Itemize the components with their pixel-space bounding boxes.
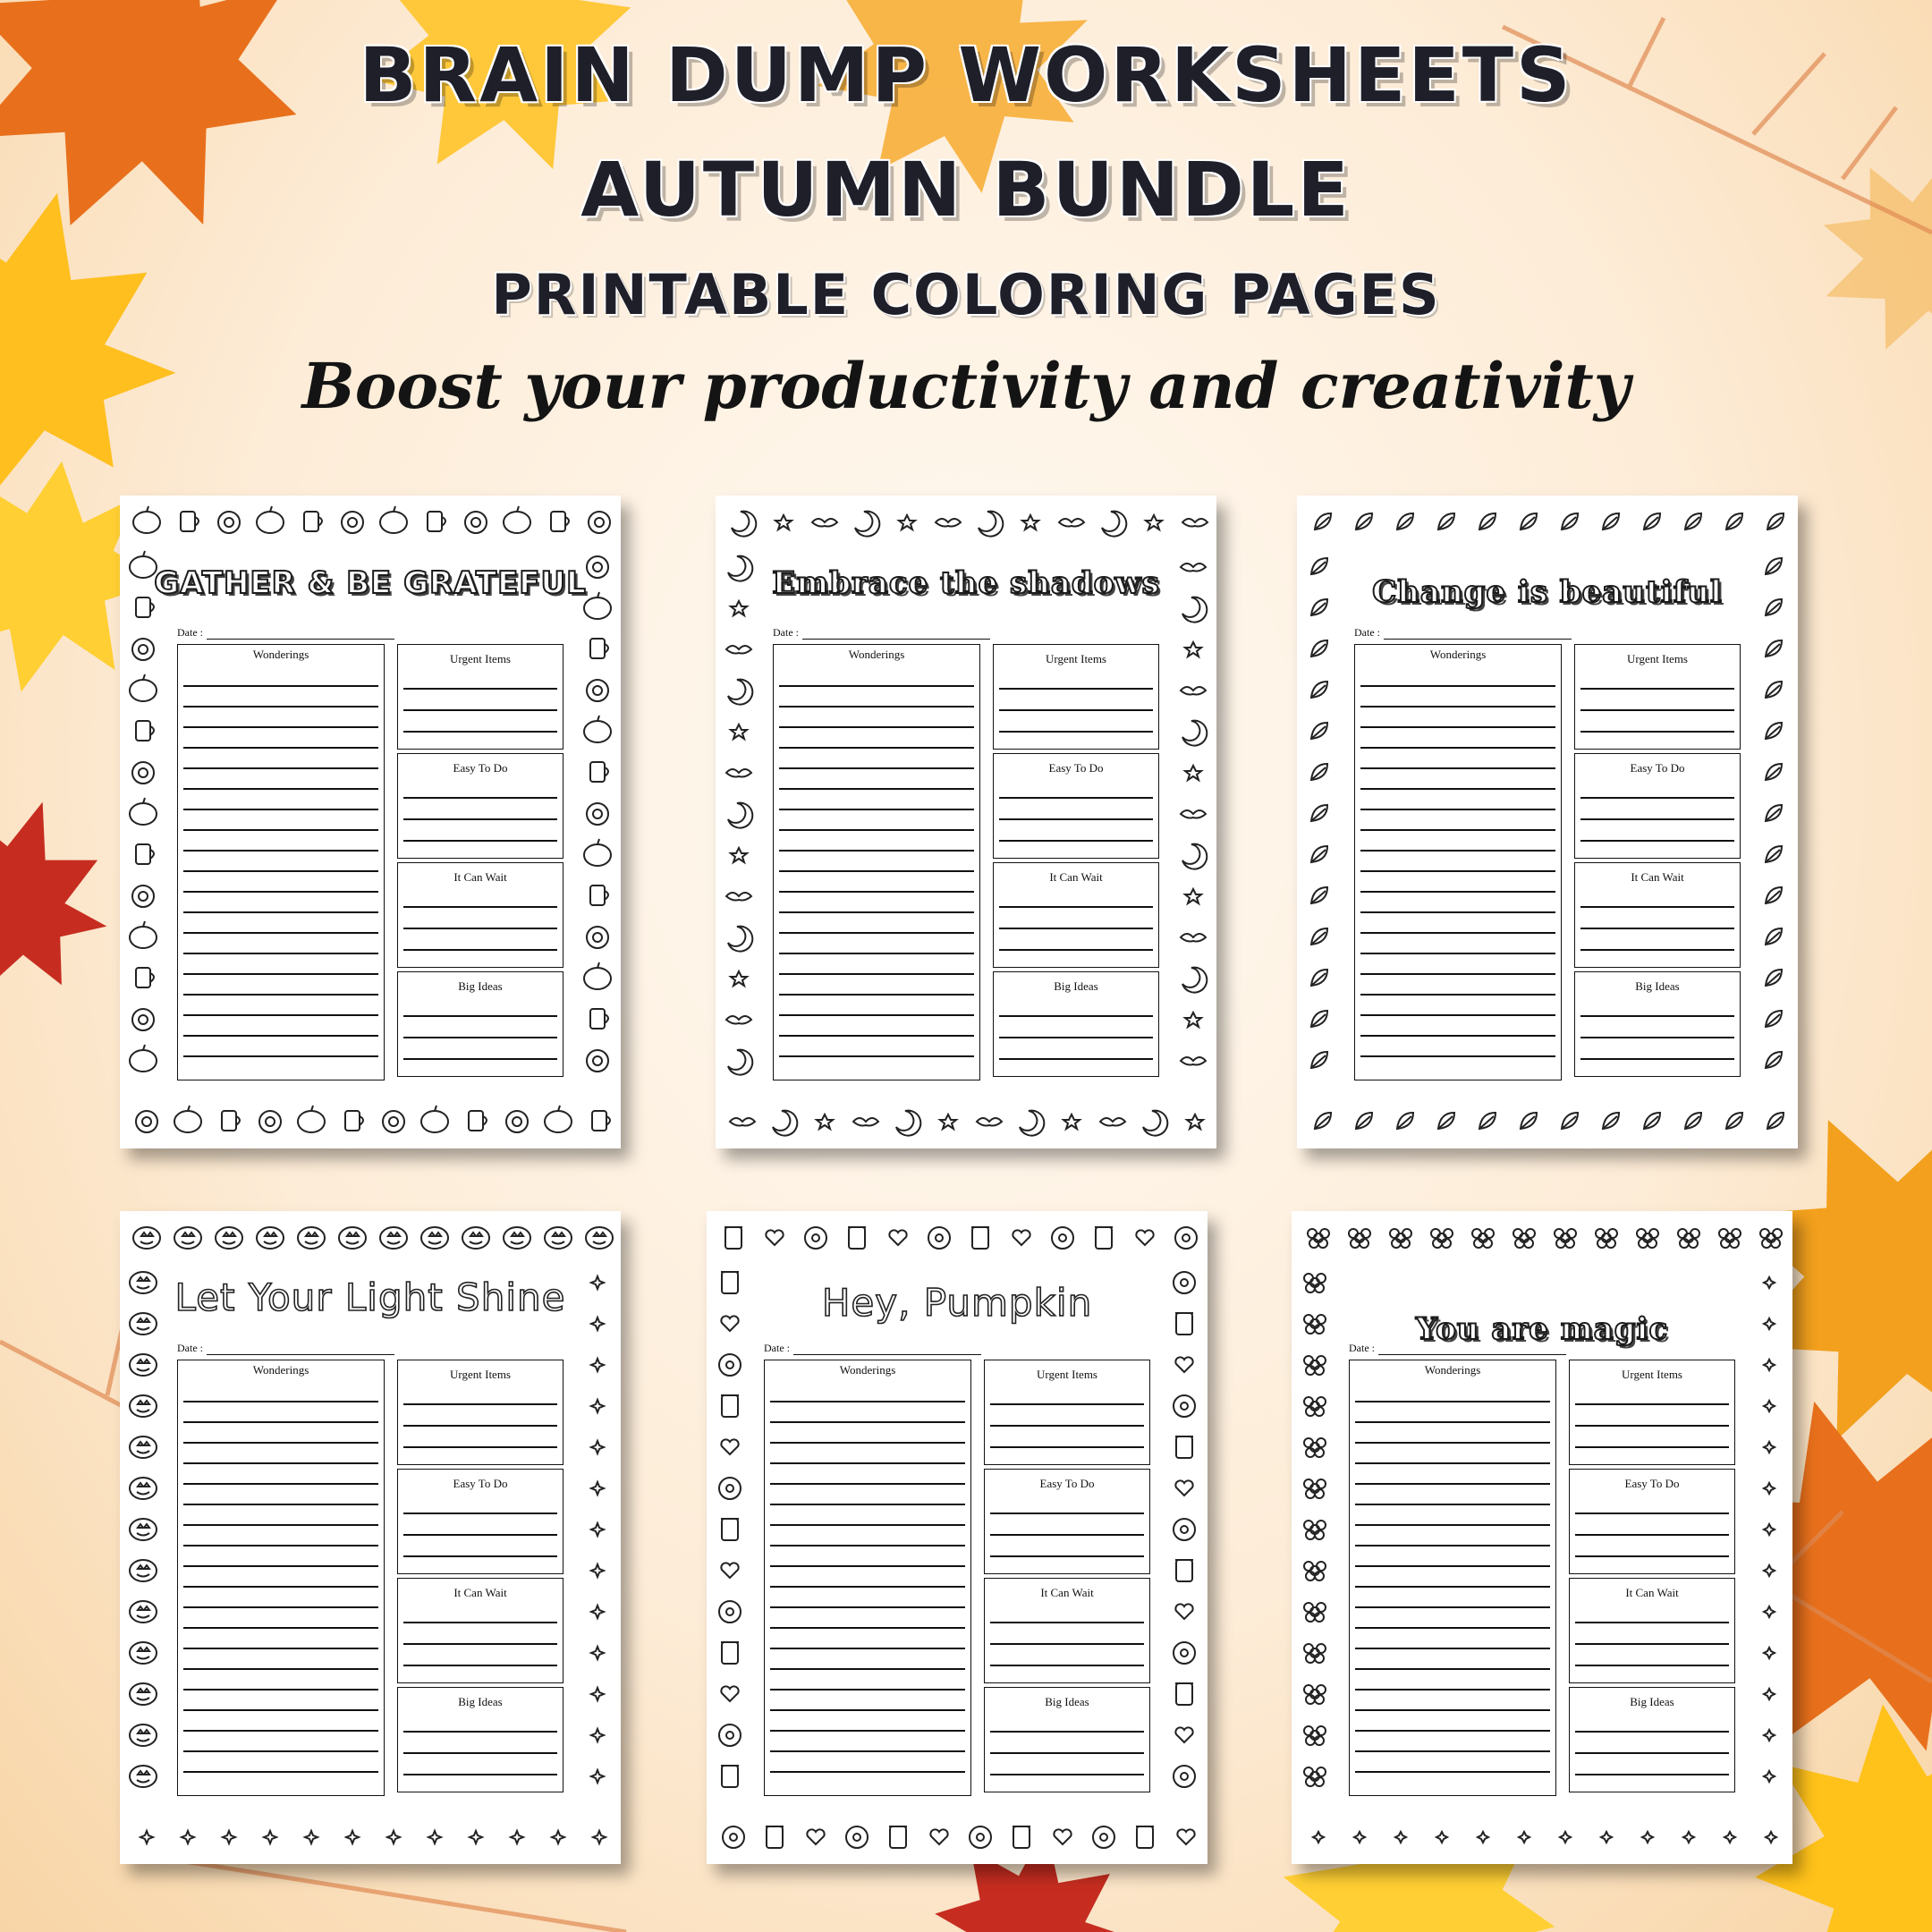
date-line xyxy=(1384,639,1572,640)
box-label: Urgent Items xyxy=(1627,652,1688,665)
urgent-items-box xyxy=(993,644,1159,750)
box-label: Easy To Do xyxy=(453,761,508,775)
header xyxy=(0,18,1932,431)
urgent-items-box xyxy=(397,1360,564,1465)
it-can-wait-box xyxy=(397,1578,564,1683)
box-label: It Can Wait xyxy=(1625,1586,1679,1599)
writing-lines xyxy=(1355,1382,1550,1783)
writing-lines xyxy=(403,668,557,745)
writing-lines xyxy=(990,1711,1144,1788)
writing-lines xyxy=(770,1382,965,1783)
date-field xyxy=(177,1342,394,1355)
wonderings-box xyxy=(764,1360,971,1796)
date-line xyxy=(1378,1354,1566,1355)
box-label: Big Ideas xyxy=(1054,979,1098,993)
easy-to-do-box xyxy=(1569,1469,1735,1574)
writing-lines xyxy=(1580,886,1734,963)
worksheet-page xyxy=(120,1211,621,1864)
big-ideas-box xyxy=(397,1687,564,1792)
box-label: Easy To Do xyxy=(453,1477,508,1490)
worksheet-title: Embrace the shadows xyxy=(772,565,1160,601)
box-label: Big Ideas xyxy=(1630,1695,1674,1708)
writing-lines xyxy=(999,777,1153,854)
box-label: It Can Wait xyxy=(1631,870,1684,884)
writing-lines xyxy=(1580,996,1734,1072)
easy-to-do-box xyxy=(1574,753,1741,859)
urgent-items-box xyxy=(984,1360,1150,1465)
box-label: Easy To Do xyxy=(1630,761,1685,775)
date-label: Date : xyxy=(764,1342,790,1354)
big-ideas-box xyxy=(984,1687,1150,1792)
box-label: Urgent Items xyxy=(1046,652,1106,665)
wonderings-label: Wonderings xyxy=(848,648,905,661)
headline-line-1: BRAIN DUMP WORKSHEETS xyxy=(359,31,1573,119)
date-label: Date : xyxy=(1349,1342,1375,1354)
box-label: Big Ideas xyxy=(1635,979,1680,993)
writing-lines xyxy=(403,1711,557,1788)
writing-lines xyxy=(403,996,557,1072)
wonderings-label: Wonderings xyxy=(252,1363,309,1377)
easy-to-do-box xyxy=(397,753,564,859)
date-label: Date : xyxy=(773,626,799,639)
wonderings-box xyxy=(177,1360,385,1796)
box-label: Big Ideas xyxy=(1045,1695,1089,1708)
writing-lines xyxy=(183,666,378,1067)
wonderings-box xyxy=(177,644,385,1080)
date-line xyxy=(207,639,394,640)
big-ideas-box xyxy=(993,971,1159,1077)
writing-lines xyxy=(403,1493,557,1570)
writing-lines xyxy=(1575,1384,1729,1461)
writing-lines xyxy=(999,886,1153,963)
writing-lines xyxy=(1580,668,1734,745)
it-can-wait-box xyxy=(993,862,1159,968)
worksheet-title: You are magic xyxy=(1415,1311,1669,1347)
easy-to-do-box xyxy=(397,1469,564,1574)
date-field xyxy=(177,626,394,640)
easy-to-do-box xyxy=(984,1469,1150,1574)
wonderings-box xyxy=(1349,1360,1556,1796)
it-can-wait-box xyxy=(1574,862,1741,968)
box-label: Urgent Items xyxy=(450,1368,511,1381)
box-label: It Can Wait xyxy=(1049,870,1103,884)
tagline: Boost your productivity and creativity xyxy=(301,349,1631,423)
worksheet-page xyxy=(120,496,621,1148)
box-label: It Can Wait xyxy=(453,870,507,884)
box-label: Easy To Do xyxy=(1039,1477,1095,1490)
writing-lines xyxy=(779,666,974,1067)
box-label: It Can Wait xyxy=(453,1586,507,1599)
writing-lines xyxy=(1360,666,1555,1067)
box-label: Urgent Items xyxy=(1037,1368,1097,1381)
urgent-items-box xyxy=(1569,1360,1735,1465)
worksheet-title: GATHER & BE GRATEFUL xyxy=(154,565,587,601)
writing-lines xyxy=(990,1602,1144,1679)
box-label: Urgent Items xyxy=(1622,1368,1682,1381)
date-label: Date : xyxy=(177,626,203,639)
wonderings-label: Wonderings xyxy=(1424,1363,1481,1377)
it-can-wait-box xyxy=(984,1578,1150,1683)
writing-lines xyxy=(1575,1493,1729,1570)
date-field xyxy=(773,626,990,640)
box-label: Easy To Do xyxy=(1624,1477,1680,1490)
writing-lines xyxy=(999,996,1153,1072)
box-label: Big Ideas xyxy=(458,979,503,993)
date-label: Date : xyxy=(1354,626,1380,639)
it-can-wait-box xyxy=(1569,1578,1735,1683)
wonderings-label: Wonderings xyxy=(1429,648,1487,661)
worksheet-page xyxy=(1292,1211,1792,1864)
date-line xyxy=(793,1354,981,1355)
wonderings-box xyxy=(1354,644,1562,1080)
writing-lines xyxy=(403,1602,557,1679)
big-ideas-box xyxy=(1574,971,1741,1077)
big-ideas-box xyxy=(397,971,564,1077)
date-field xyxy=(1349,1342,1566,1355)
box-label: Easy To Do xyxy=(1048,761,1104,775)
box-label: It Can Wait xyxy=(1040,1586,1094,1599)
headline-subtitle: PRINTABLE COLORING PAGES xyxy=(491,262,1441,327)
date-field xyxy=(764,1342,981,1355)
wonderings-box xyxy=(773,644,980,1080)
date-label: Date : xyxy=(177,1342,203,1354)
box-label: Urgent Items xyxy=(450,652,511,665)
writing-lines xyxy=(1575,1602,1729,1679)
date-line xyxy=(207,1354,394,1355)
urgent-items-box xyxy=(397,644,564,750)
wonderings-label: Wonderings xyxy=(839,1363,896,1377)
big-ideas-box xyxy=(1569,1687,1735,1792)
urgent-items-box xyxy=(1574,644,1741,750)
date-field xyxy=(1354,626,1572,640)
box-label: Big Ideas xyxy=(458,1695,503,1708)
worksheet-page xyxy=(1297,496,1798,1148)
wonderings-label: Wonderings xyxy=(252,648,309,661)
it-can-wait-box xyxy=(397,862,564,968)
writing-lines xyxy=(183,1382,378,1783)
worksheet-page xyxy=(707,1211,1208,1864)
writing-lines xyxy=(403,777,557,854)
writing-lines xyxy=(1580,777,1734,854)
worksheet-title: Hey, Pumpkin xyxy=(821,1281,1093,1325)
worksheet-page xyxy=(716,496,1216,1148)
writing-lines xyxy=(990,1493,1144,1570)
easy-to-do-box xyxy=(993,753,1159,859)
writing-lines xyxy=(990,1384,1144,1461)
maple-leaf-icon xyxy=(0,770,140,1027)
writing-lines xyxy=(1575,1711,1729,1788)
writing-lines xyxy=(403,886,557,963)
worksheet-title: Let Your Light Shine xyxy=(174,1275,566,1319)
headline-line-2: AUTUMN BUNDLE xyxy=(580,146,1352,233)
date-line xyxy=(802,639,990,640)
writing-lines xyxy=(403,1384,557,1461)
writing-lines xyxy=(999,668,1153,745)
worksheet-title: Change is beautiful xyxy=(1372,574,1723,610)
